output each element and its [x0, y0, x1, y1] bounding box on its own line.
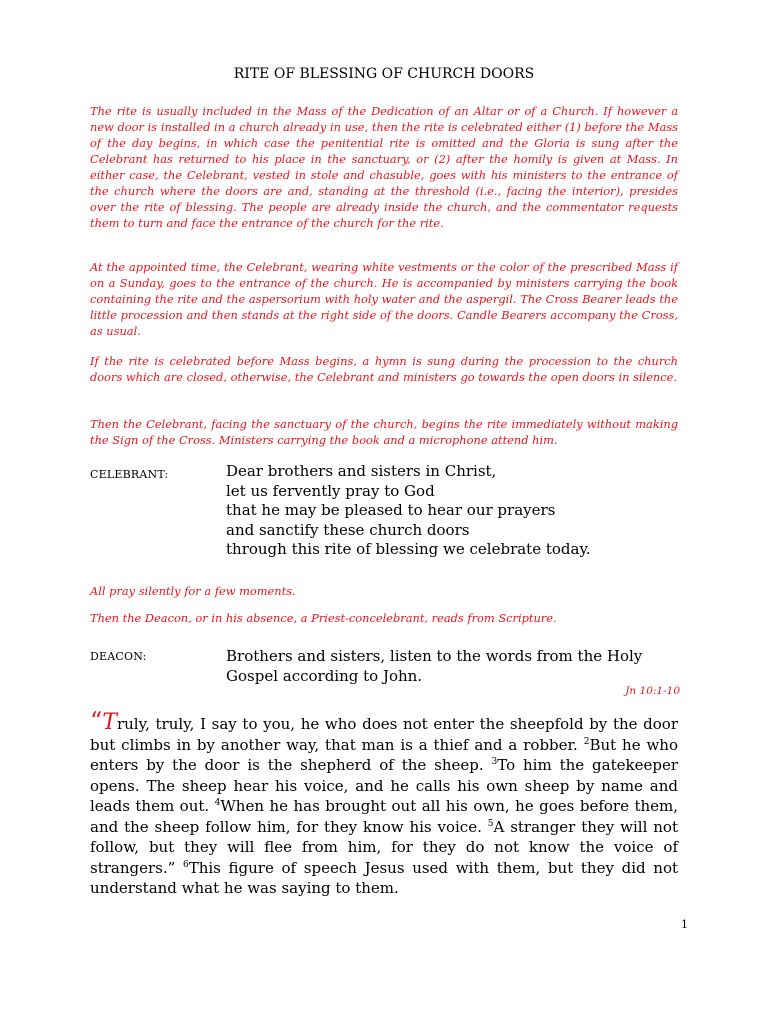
deacon-label: DEACON:	[90, 650, 147, 663]
deacon-speech	[226, 647, 696, 686]
verse-number: 2	[583, 736, 590, 747]
rubric-paragraph: At the appointed time, the Celebrant, wearing white vestments or the color of the prescribed Mass if on a Sunday, goes to the entrance of the church. He is accompanied by ministers carrying the book containing the rite and the aspersorium with holy water and the aspergil. The Cross Bearer leads the little procession and then stands at the right side of the doors. Candle Bearers accompany the Cross, as usual.	[90, 260, 678, 338]
celebrant-speech	[226, 462, 696, 560]
verse-text: To him the gatekeeper opens. The sheep hear his voice, and he calls his own sheep by name and leads them out.	[90, 756, 678, 815]
speech-line: through this rite of blessing we celebrate today.	[226, 540, 591, 558]
scripture-reference: Jn 10:1-10	[625, 685, 680, 697]
verse-number: 5	[487, 818, 494, 829]
verse-text: ruly, truly, I say to you, he who does not enter the sheepfold by the door but climbs in by another way, that man is a thief and a robber.	[90, 715, 678, 754]
rubric-paragraph: If the rite is celebrated before Mass begins, a hymn is sung during the procession to the church doors which are closed, otherwise, the Celebrant and ministers go towards the open doors in silence.	[90, 354, 678, 384]
speech-line: that he may be pleased to hear our prayers	[226, 501, 556, 519]
verse-text: This figure of speech Jesus used with them, but they did not understand what he was saying to them.	[90, 858, 678, 897]
open-quote-mark: “	[90, 707, 103, 735]
rubric-paragraph: Then the Celebrant, facing the sanctuary of the church, begins the rite immediately without making the Sign of the Cross. Ministers carrying the book and a microphone attend him.	[90, 417, 678, 447]
verse-text: When he has brought out all his own, he goes before them, and the sheep follow him, for they know his voice.	[90, 797, 679, 836]
gospel-reading	[90, 707, 679, 899]
speech-line: Brothers and sisters, listen to the words from the Holy	[226, 647, 643, 665]
speech-line: and sanctify these church doors	[226, 520, 470, 539]
verse-number: 4	[214, 798, 221, 808]
rubric-paragraph: The rite is usually included in the Mass of the Dedication of an Altar or of a Church. If however a new door is installed in a church already in use, then the rite is celebrated either (1) before the Mass of the day begins, in which case the penitential rite is omitted and the Gloria is sung after the Celebrant has returned to his place in the sanctuary, or (2) after the homily is given at Mass. In either case, the Celebrant, vested in stole and chasuble, goes with his ministers to the entrance of the church where the doors are and, standing at the threshold (i.e., facing the interior), presides over the rite of blessing. The people are already inside the church, and the commentator requests them to turn and face the entrance of the church for the rite.	[90, 104, 678, 230]
page-title: RITE OF BLESSING OF CHURCH DOORS	[233, 66, 535, 82]
speech-line: Dear brothers and sisters in Christ,	[226, 462, 497, 480]
verse-number: 6	[182, 859, 189, 870]
drop-cap-letter: T	[102, 710, 117, 735]
verse-text: But he who enters by the door is the shepherd of the sheep.	[90, 735, 678, 774]
rubric-paragraph: All pray silently for a few moments.	[90, 584, 296, 598]
verse-number: 3	[491, 757, 498, 767]
page-number: 1	[681, 918, 688, 931]
speech-line: let us fervently pray to God	[226, 481, 435, 500]
celebrant-label: CELEBRANT:	[90, 468, 169, 481]
verse-text: A stranger they will not follow, but they will flee from him, for they do not know the voice of strangers.”	[90, 817, 678, 877]
speech-line: Gospel according to John.	[226, 666, 423, 685]
rubric-paragraph: Then the Deacon, or in his absence, a Priest-concelebrant, reads from Scripture.	[90, 611, 557, 625]
